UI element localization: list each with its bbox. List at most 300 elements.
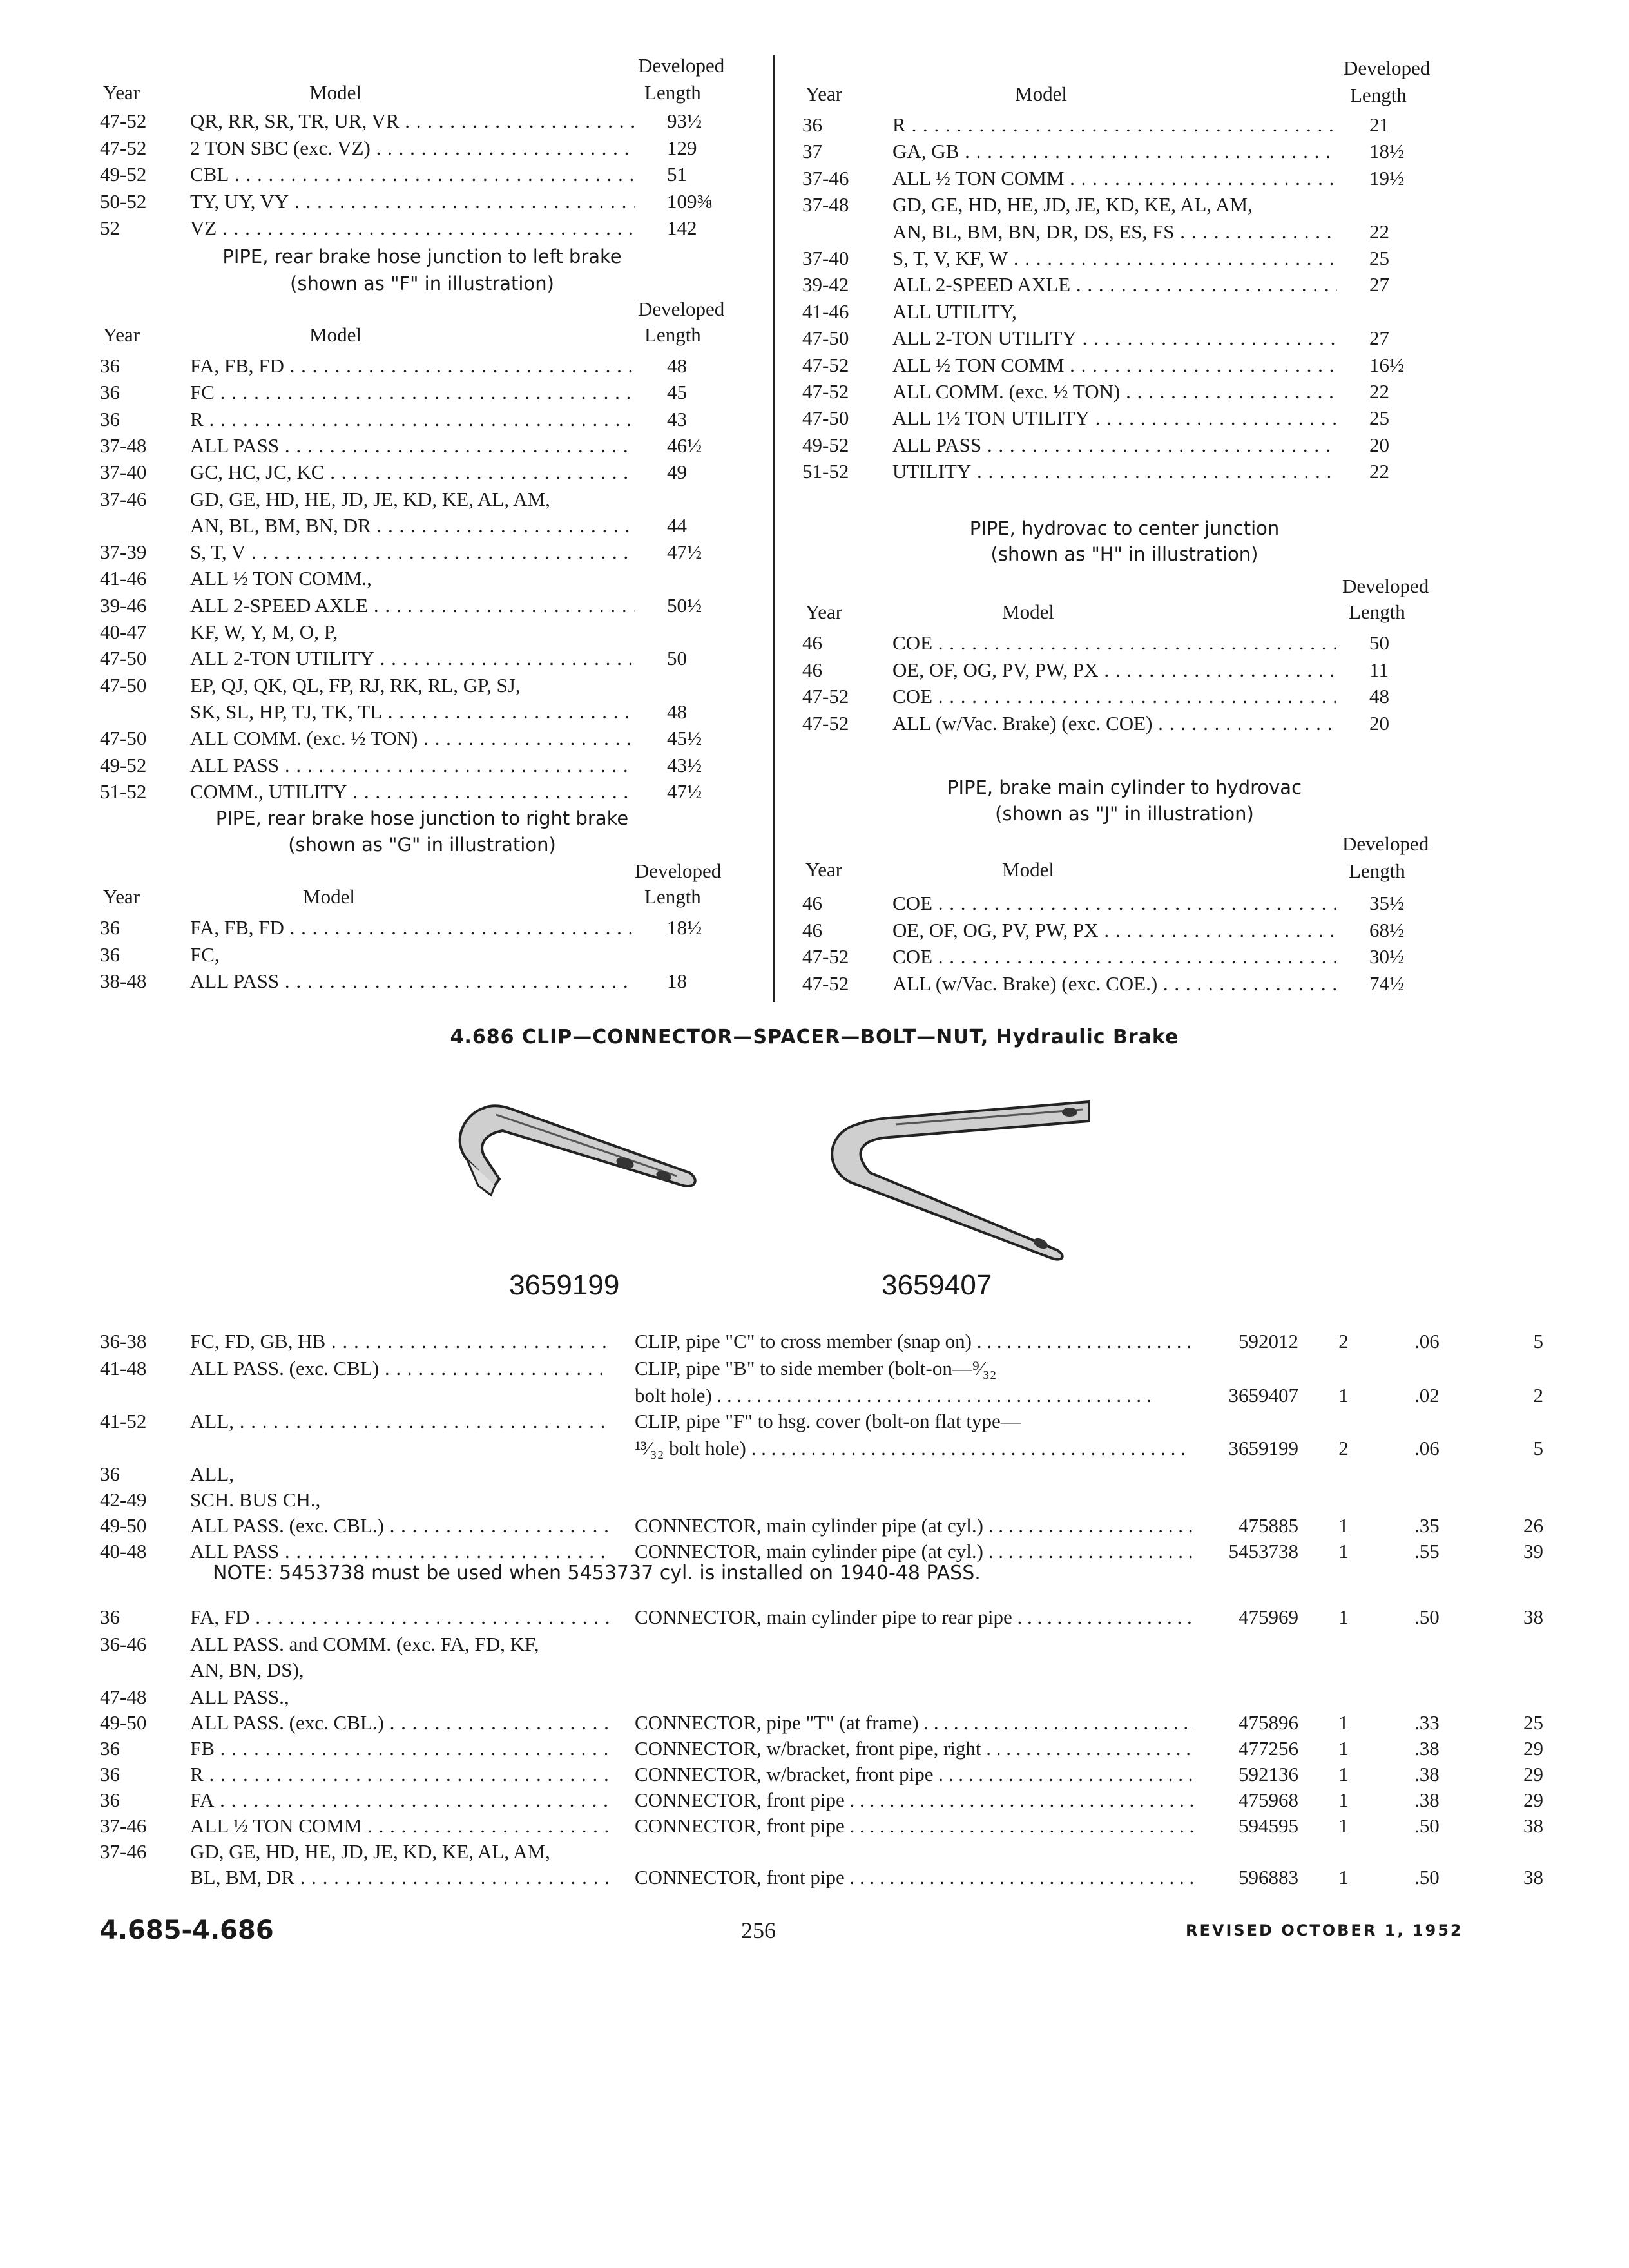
row-length: 46½ (667, 434, 702, 457)
row-year: 37-40 (802, 247, 849, 269)
row-length: 48 (667, 354, 687, 377)
row-year: 52 (100, 216, 120, 239)
part-quantity: 1 (1338, 1514, 1349, 1537)
row-model: ALL ½ TON COMM . . . (892, 352, 1337, 378)
row-year: 47-52 (802, 353, 849, 376)
row-year: 39-42 (802, 273, 849, 296)
table-row (100, 353, 731, 379)
row-year: 47-52 (100, 136, 147, 159)
row-model: ALL 2-SPEED AXLE . . . (190, 593, 635, 619)
row-year: 37-46 (100, 487, 147, 510)
part-description: CONNECTOR, pipe "T" (at frame) . . . (635, 1710, 1195, 1736)
row-year: 49-52 (802, 433, 849, 456)
table-row (802, 890, 1434, 916)
parts-row (100, 1461, 1453, 1487)
row-model: EP, QJ, QK, QL, FP, RJ, RK, RL, GP, SJ, (190, 673, 521, 697)
row-year: 41-46 (802, 300, 849, 323)
part-model: AN, BN, DS), (190, 1658, 304, 1681)
row-year: 37-48 (100, 434, 147, 457)
parts-row (100, 1684, 1453, 1710)
header-model: Model (1002, 858, 1054, 881)
row-length: 25 (1369, 247, 1389, 269)
parts-row (100, 1657, 1453, 1683)
parts-row (100, 1436, 1543, 1461)
table-row (100, 726, 731, 751)
part-model: GD, GE, HD, HE, JD, JE, KD, KE, AL, AM, (190, 1840, 550, 1863)
part-number: 594595 (1239, 1814, 1298, 1837)
row-length: 16½ (1369, 353, 1405, 376)
part-weight: .33 (1414, 1711, 1440, 1734)
row-length: 43 (667, 407, 687, 430)
header-year: Year (805, 601, 843, 623)
row-length: 18½ (667, 916, 702, 939)
table-row (802, 325, 1434, 351)
parts-row (100, 1329, 1543, 1354)
row-year: 51-52 (100, 780, 147, 803)
part-quantity: 1 (1338, 1737, 1349, 1760)
caption-j-line1: PIPE, brake main cylinder to hydrovac (947, 776, 1302, 798)
row-year: 49-52 (100, 753, 147, 776)
caption-f-line1: PIPE, rear brake hose junction to left brake (222, 245, 622, 267)
part-year: 37-46 (100, 1840, 147, 1863)
header-length: Length (644, 885, 701, 908)
table-row (100, 215, 731, 241)
part-year: 36 (100, 1737, 120, 1760)
table-row (100, 135, 731, 161)
part-price: 39 (1523, 1540, 1543, 1562)
table-row (802, 112, 1434, 138)
row-model: COE . . . (892, 630, 1337, 656)
table-row (100, 968, 731, 994)
row-year: 47-50 (802, 327, 849, 350)
header-model: Model (303, 885, 355, 908)
header-length: Length (1349, 601, 1405, 623)
row-length: 35½ (1369, 892, 1405, 914)
footer-revised-date: REVISED OCTOBER 1, 1952 (1186, 1921, 1463, 1939)
table-row (802, 139, 1434, 164)
left-column (100, 0, 744, 1005)
row-model: ALL (w/Vac. Brake) (exc. COE) . . . (892, 711, 1337, 736)
part-model: BL, BM, DR . . . (190, 1865, 609, 1890)
row-length: 20 (1369, 433, 1389, 456)
caption-h-line2: (shown as "H" in illustration) (990, 543, 1258, 565)
part-description: bolt hole) . . . (635, 1383, 1195, 1408)
row-model: R . . . (190, 407, 635, 432)
row-year: 47-52 (802, 380, 849, 403)
row-length: 49 (667, 461, 687, 484)
parts-row (100, 1631, 1453, 1657)
note-text: NOTE: 5453738 must be used when 5453737 cyl. is installed on 1940-48 PASS. (213, 1562, 981, 1584)
part-description: CONNECTOR, main cylinder pipe (at cyl.) . . . (635, 1539, 1195, 1564)
caption-h-line1: PIPE, hydrovac to center junction (969, 517, 1280, 539)
column-divider (773, 55, 775, 1002)
parts-row (100, 1813, 1543, 1839)
row-year: 47-52 (802, 945, 849, 968)
part-quantity: 1 (1338, 1789, 1349, 1811)
table-row (100, 593, 731, 619)
table-row (100, 380, 731, 405)
table-row (802, 944, 1434, 970)
part-year: 49-50 (100, 1514, 147, 1537)
row-length: 142 (667, 216, 697, 239)
part-weight: .06 (1414, 1330, 1440, 1352)
table-row (100, 942, 731, 968)
part-price: 29 (1523, 1789, 1543, 1811)
part-quantity: 1 (1338, 1763, 1349, 1785)
row-length: 25 (1369, 407, 1389, 430)
part-description: CLIP, pipe "B" to side member (bolt-on—⁹⁄₃₂ (635, 1357, 997, 1379)
header-model: Model (309, 81, 361, 104)
row-model: ALL 2-TON UTILITY . . . (190, 646, 635, 671)
footer-page-number: 256 (741, 1917, 776, 1943)
parts-row (100, 1865, 1543, 1890)
table-row (802, 684, 1434, 709)
row-year: 37-40 (100, 461, 147, 484)
row-year: 47-50 (802, 407, 849, 430)
table-row (802, 379, 1434, 405)
part-number: 477256 (1239, 1737, 1298, 1760)
part-weight: .50 (1414, 1606, 1440, 1628)
header-length: Length (644, 81, 701, 104)
row-model: ALL PASS . . . (190, 753, 635, 778)
row-model: TY, UY, VY . . . (190, 189, 635, 215)
row-model: ALL ½ TON COMM., (190, 567, 372, 590)
row-year: 36 (802, 113, 822, 136)
part-weight: .38 (1414, 1737, 1440, 1760)
header-developed: Developed (1342, 575, 1429, 597)
row-year: 37-39 (100, 541, 147, 564)
table-row (802, 219, 1434, 245)
row-year: 46 (802, 892, 822, 914)
row-model: GC, HC, JC, KC . . . (190, 459, 635, 485)
parts-row (100, 1710, 1543, 1736)
part-model: SCH. BUS CH., (190, 1488, 321, 1511)
part-year: 41-48 (100, 1357, 147, 1379)
row-year: 47-50 (100, 673, 147, 697)
row-year: 37 (802, 140, 822, 163)
row-year: 51-52 (802, 460, 849, 483)
header-year: Year (103, 81, 140, 104)
row-model: ALL ½ TON COMM . . . (892, 166, 1337, 191)
row-year: 47-52 (100, 110, 147, 132)
row-model: COE . . . (892, 890, 1337, 916)
part-number: 475969 (1239, 1606, 1298, 1628)
part-year: 40-48 (100, 1540, 147, 1562)
header-developed: Developed (1344, 57, 1431, 79)
row-year: 49-52 (100, 163, 147, 186)
table-row (100, 699, 731, 725)
table-row (802, 630, 1434, 656)
row-model: S, T, V . . . (190, 539, 635, 565)
row-year: 38-48 (100, 970, 147, 992)
row-model: S, T, V, KF, W . . . (892, 245, 1337, 271)
table-row (802, 166, 1434, 191)
part-description: CONNECTOR, front pipe . . . (635, 1813, 1195, 1839)
row-model: GD, GE, HD, HE, JD, JE, KD, KE, AL, AM, (190, 487, 550, 510)
part-year: 47-48 (100, 1686, 147, 1708)
row-length: 22 (1369, 220, 1389, 243)
parts-row (100, 1408, 1453, 1434)
row-model: FA, FB, FD . . . (190, 915, 635, 941)
part-weight: .50 (1414, 1866, 1440, 1888)
part-quantity: 2 (1338, 1437, 1349, 1459)
table-row (100, 162, 731, 187)
header-length: Length (644, 323, 701, 346)
caption-g-line1: PIPE, rear brake hose junction to right brake (215, 807, 629, 829)
row-year: 47-52 (802, 972, 849, 995)
table-row (100, 915, 731, 941)
row-year: 36 (100, 943, 120, 966)
row-year: 46 (802, 918, 822, 941)
part-number: 3659407 (1228, 1384, 1298, 1407)
row-model: OE, OF, OG, PV, PW, PX . . . (892, 918, 1337, 943)
part-label-3659199: 3659199 (509, 1269, 620, 1301)
row-year: 40-47 (100, 620, 147, 643)
part-model: R . . . (190, 1762, 609, 1787)
part-model: ALL, . . . (190, 1408, 609, 1434)
row-model: FC, (190, 943, 220, 966)
row-length: 93½ (667, 110, 702, 132)
part-price: 5 (1533, 1330, 1543, 1352)
row-model: ALL PASS . . . (892, 432, 1337, 458)
part-year: 36 (100, 1606, 120, 1628)
row-length: 18 (667, 970, 687, 992)
part-price: 26 (1523, 1514, 1543, 1537)
table-row (802, 352, 1434, 378)
part-quantity: 1 (1338, 1814, 1349, 1837)
table-row (100, 779, 731, 805)
row-model: AN, BL, BM, BN, DR, DS, ES, FS . . . (892, 219, 1337, 245)
table-row (100, 753, 731, 778)
part-description: CONNECTOR, main cylinder pipe (at cyl.) . . . (635, 1513, 1195, 1539)
part-quantity: 1 (1338, 1384, 1349, 1407)
part-description: CONNECTOR, front pipe . . . (635, 1865, 1195, 1890)
part-description: CONNECTOR, w/bracket, front pipe . . . (635, 1762, 1195, 1787)
header-developed: Developed (1342, 832, 1429, 855)
part-price: 29 (1523, 1737, 1543, 1760)
row-year: 36 (100, 916, 120, 939)
caption-f-line2: (shown as "F" in illustration) (290, 273, 554, 294)
row-length: 50 (667, 647, 687, 670)
part-weight: .06 (1414, 1437, 1440, 1459)
clip-3659407-illustration (786, 1089, 1095, 1263)
row-year: 36 (100, 381, 120, 404)
parts-row (100, 1762, 1543, 1787)
row-model: ALL 2-SPEED AXLE . . . (892, 272, 1337, 298)
header-developed: Developed (638, 54, 725, 77)
row-length: 20 (1369, 711, 1389, 735)
part-year: 42-49 (100, 1488, 147, 1511)
parts-row (100, 1513, 1543, 1539)
table-row (802, 405, 1434, 431)
part-quantity: 1 (1338, 1866, 1349, 1888)
part-weight: .38 (1414, 1789, 1440, 1811)
table-row (802, 459, 1434, 485)
row-model: ALL 2-TON UTILITY . . . (892, 325, 1337, 351)
part-model: FB . . . (190, 1736, 609, 1762)
table-row (100, 619, 731, 645)
part-year: 37-46 (100, 1814, 147, 1837)
row-model: AN, BL, BM, BN, DR . . . (190, 513, 635, 539)
row-length: 68½ (1369, 918, 1405, 941)
row-length: 11 (1369, 658, 1389, 681)
part-quantity: 1 (1338, 1606, 1349, 1628)
row-length: 21 (1369, 113, 1389, 136)
table-row (802, 192, 1434, 218)
row-length: 48 (1369, 685, 1389, 707)
row-model: ALL PASS . . . (190, 433, 635, 459)
part-weight: .35 (1414, 1514, 1440, 1537)
part-number: 592012 (1239, 1330, 1298, 1352)
row-year: 47-52 (802, 711, 849, 735)
row-model: SK, SL, HP, TJ, TK, TL . . . (190, 699, 635, 725)
row-year: 41-46 (100, 567, 147, 590)
table-row (100, 433, 731, 459)
row-length: 50½ (667, 593, 702, 617)
part-year: 41-52 (100, 1410, 147, 1432)
header-model: Model (309, 323, 361, 346)
row-length: 109⅜ (667, 189, 712, 213)
part-number: 596883 (1239, 1866, 1298, 1888)
part-year: 36 (100, 1763, 120, 1785)
part-model: ALL PASS. (exc. CBL) . . . (190, 1356, 609, 1381)
part-price: 5 (1533, 1437, 1543, 1459)
row-length: 18½ (1369, 140, 1405, 163)
row-model: KF, W, Y, M, O, P, (190, 620, 338, 643)
row-year: 47-52 (802, 685, 849, 707)
part-number: 592136 (1239, 1763, 1298, 1785)
part-weight: .38 (1414, 1763, 1440, 1785)
parts-row (100, 1787, 1543, 1813)
table-row (100, 513, 731, 539)
part-quantity: 1 (1338, 1711, 1349, 1734)
row-length: 47½ (667, 541, 702, 564)
row-length: 48 (667, 700, 687, 723)
row-length: 22 (1369, 460, 1389, 483)
part-year: 36 (100, 1789, 120, 1811)
caption-g-line2: (shown as "G" in illustration) (288, 834, 556, 856)
part-price: 38 (1523, 1866, 1543, 1888)
part-quantity: 1 (1338, 1540, 1349, 1562)
row-length: 30½ (1369, 945, 1405, 968)
header-model: Model (1015, 82, 1067, 105)
part-number: 475968 (1239, 1789, 1298, 1811)
part-year: 49-50 (100, 1711, 147, 1734)
part-description: ¹³⁄₃₂ bolt hole) . . . (635, 1436, 1195, 1461)
table-row (100, 407, 731, 432)
row-year: 37-48 (802, 193, 849, 216)
part-price: 25 (1523, 1711, 1543, 1734)
table-row (100, 646, 731, 671)
row-year: 36 (100, 407, 120, 430)
row-model: OE, OF, OG, PV, PW, PX . . . (892, 657, 1337, 683)
row-model: R . . . (892, 112, 1337, 138)
header-developed: Developed (635, 860, 722, 882)
clip-3659199-illustration (438, 1089, 709, 1218)
parts-row (100, 1487, 1453, 1513)
row-model: COE . . . (892, 944, 1337, 970)
table-row (802, 971, 1434, 997)
part-number: 5453738 (1228, 1540, 1298, 1562)
row-model: ALL (w/Vac. Brake) (exc. COE.) . . . (892, 971, 1337, 997)
row-model: UTILITY . . . (892, 459, 1337, 485)
parts-row (100, 1604, 1543, 1630)
part-description: CLIP, pipe "C" to cross member (snap on) . . . (635, 1329, 1195, 1354)
row-length: 43½ (667, 753, 702, 776)
row-model: ALL COMM. (exc. ½ TON) . . . (892, 379, 1337, 405)
table-row (100, 459, 731, 485)
parts-row (100, 1736, 1543, 1762)
row-year: 46 (802, 658, 822, 681)
part-model: ALL, (190, 1463, 235, 1485)
row-model: COE . . . (892, 684, 1337, 709)
table-row (100, 673, 731, 698)
table-row (100, 189, 731, 215)
header-year: Year (805, 858, 843, 881)
header-length: Length (1349, 860, 1405, 882)
header-year: Year (103, 885, 140, 908)
row-model: ALL 1½ TON UTILITY . . . (892, 405, 1337, 431)
part-price: 38 (1523, 1814, 1543, 1837)
row-length: 44 (667, 514, 687, 537)
row-length: 27 (1369, 273, 1389, 296)
row-model: COMM., UTILITY . . . (190, 779, 635, 805)
part-price: 2 (1533, 1384, 1543, 1407)
right-column (802, 0, 1460, 1005)
caption-j-line2: (shown as "J" in illustration) (995, 803, 1254, 825)
row-model: ALL PASS . . . (190, 968, 635, 994)
part-model: FC, FD, GB, HB . . . (190, 1329, 609, 1354)
row-model: GA, GB . . . (892, 139, 1337, 164)
row-year: 36 (100, 354, 120, 377)
part-description: CONNECTOR, front pipe . . . (635, 1787, 1195, 1813)
parts-row (100, 1383, 1543, 1408)
header-developed: Developed (638, 298, 725, 320)
row-year: 37-46 (802, 166, 849, 189)
row-length: 51 (667, 163, 687, 186)
row-model: FA, FB, FD . . . (190, 353, 635, 379)
part-year: 36 (100, 1463, 120, 1485)
part-quantity: 2 (1338, 1330, 1349, 1352)
part-year: 36-46 (100, 1633, 147, 1655)
table-row (802, 657, 1434, 683)
part-weight: .02 (1414, 1384, 1440, 1407)
row-model: 2 TON SBC (exc. VZ) . . . (190, 135, 635, 161)
row-length: 19½ (1369, 166, 1405, 189)
part-model: FA . . . (190, 1787, 609, 1813)
part-label-3659407: 3659407 (882, 1269, 992, 1301)
part-model: ALL PASS., (190, 1686, 289, 1708)
row-model: ALL UTILITY, (892, 300, 1017, 323)
table-row (100, 539, 731, 565)
header-length: Length (1350, 84, 1407, 106)
row-year: 47-50 (100, 647, 147, 670)
section-title: 4.686 CLIP—CONNECTOR—SPACER—BOLT—NUT, Hydraulic Brake (450, 1026, 1179, 1048)
part-price: 38 (1523, 1606, 1543, 1628)
table-row (100, 486, 731, 512)
table-row (802, 711, 1434, 736)
part-model: ALL PASS. (exc. CBL.) . . . (190, 1710, 609, 1736)
row-length: 50 (1369, 631, 1389, 654)
table-row (802, 918, 1434, 943)
header-model: Model (1002, 601, 1054, 623)
header-year: Year (103, 323, 140, 346)
row-length: 45 (667, 381, 687, 404)
part-model: ALL PASS. and COMM. (exc. FA, FD, KF, (190, 1633, 539, 1655)
parts-row (100, 1356, 1453, 1381)
row-model: CBL . . . (190, 162, 635, 187)
table-row (802, 272, 1434, 298)
